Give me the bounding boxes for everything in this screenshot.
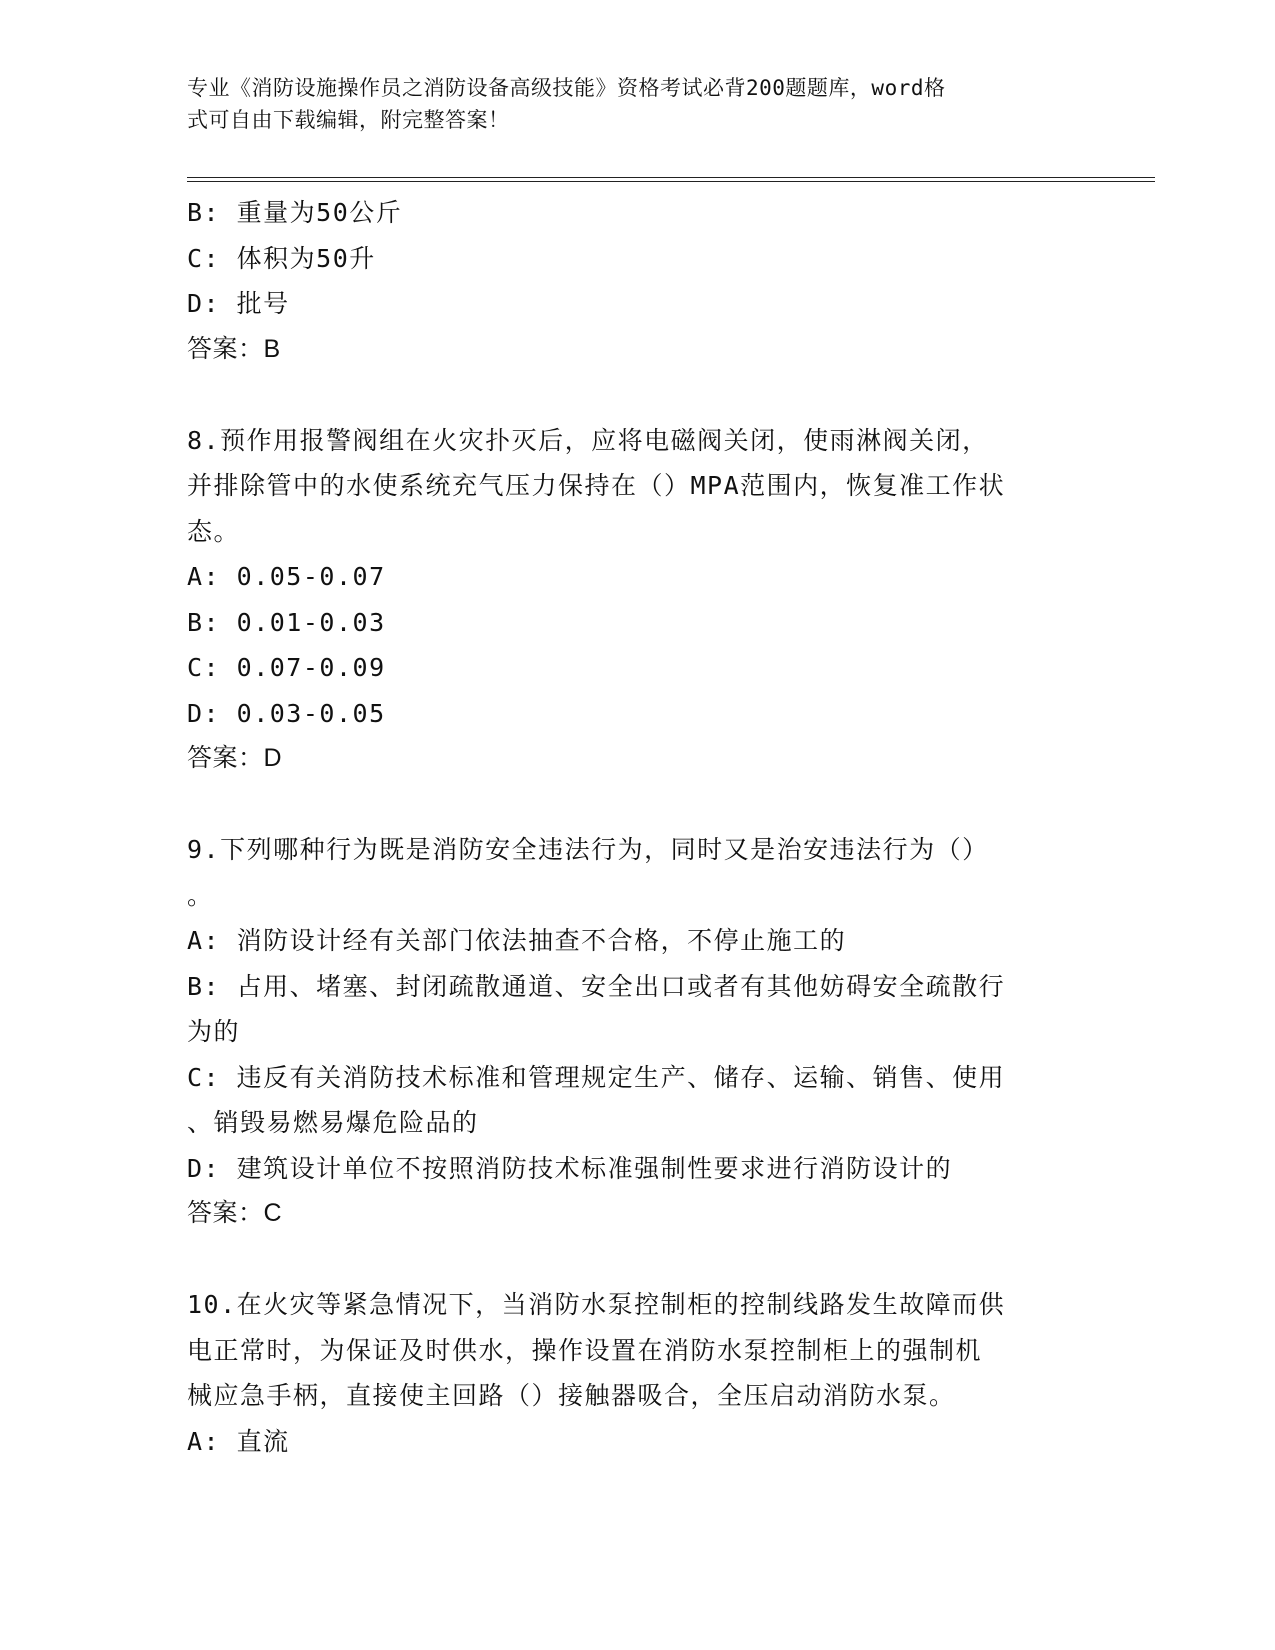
answer-line: 答案：D <box>187 744 283 772</box>
header-divider <box>187 177 1155 182</box>
question-text: 10.在火灾等紧急情况下，当消防水泵控制柜的控制线路发生故障而供 <box>187 1290 1006 1319</box>
question-10 <box>187 1282 1087 1464</box>
option-b: B: 0.01-0.03 <box>187 607 386 637</box>
answer-line: 答案：C <box>187 1199 283 1227</box>
spacer <box>187 782 1087 828</box>
option-a: A: 0.05-0.07 <box>187 562 386 591</box>
question-text: 电正常时，为保证及时供水，操作设置在消防水泵控制柜上的强制机 <box>187 1335 983 1365</box>
option-b-cont: 为的 <box>187 1017 241 1046</box>
answer-line: 答案：B <box>187 334 281 363</box>
option-a: A: 消防设计经有关部门依法抽查不合格，不停止施工的 <box>187 926 847 955</box>
option-d: D: 批号 <box>187 289 290 318</box>
question-9 <box>187 827 1087 1237</box>
option-b: B: 重量为50公斤 <box>187 198 403 227</box>
option-b: B: 占用、堵塞、封闭疏散通道、安全出口或者有其他妨碍安全疏散行 <box>187 971 1006 1001</box>
spacer <box>187 372 1087 418</box>
question-text: 。 <box>187 880 214 910</box>
option-c: C: 体积为50升 <box>187 243 376 273</box>
question-text: 并排除管中的水使系统充气压力保持在（）MPA范围内，恢复准工作状 <box>187 471 1006 500</box>
header-line-1: 专业《消防设施操作员之消防设备高级技能》资格考试必背200题题库，word格 <box>187 76 946 100</box>
question-text: 态。 <box>187 516 241 546</box>
question-text: 8.预作用报警阀组在火灾扑灭后，应将电磁阀关闭，使雨淋阀关闭， <box>187 425 989 455</box>
option-c-cont: 、销毁易燃易爆危险品的 <box>187 1108 479 1137</box>
question-text: 械应急手柄，直接使主回路（）接触器吸合，全压启动消防水泵。 <box>187 1381 956 1410</box>
option-c: C: 0.07-0.09 <box>187 653 386 682</box>
document-header <box>187 72 1067 136</box>
question-7-tail <box>187 190 1087 372</box>
option-d: D: 0.03-0.05 <box>187 698 386 728</box>
option-a: A: 直流 <box>187 1426 290 1456</box>
question-list <box>187 190 1087 1464</box>
option-d: D: 建筑设计单位不按照消防技术标准强制性要求进行消防设计的 <box>187 1153 953 1183</box>
question-text: 9.下列哪种行为既是消防安全违法行为，同时又是治安违法行为（） <box>187 835 989 864</box>
header-line-2: 式可自由下载编辑，附完整答案！ <box>187 108 510 132</box>
option-c: C: 违反有关消防技术标准和管理规定生产、储存、运输、销售、使用 <box>187 1062 1006 1092</box>
spacer <box>187 1237 1087 1283</box>
question-8 <box>187 418 1087 782</box>
